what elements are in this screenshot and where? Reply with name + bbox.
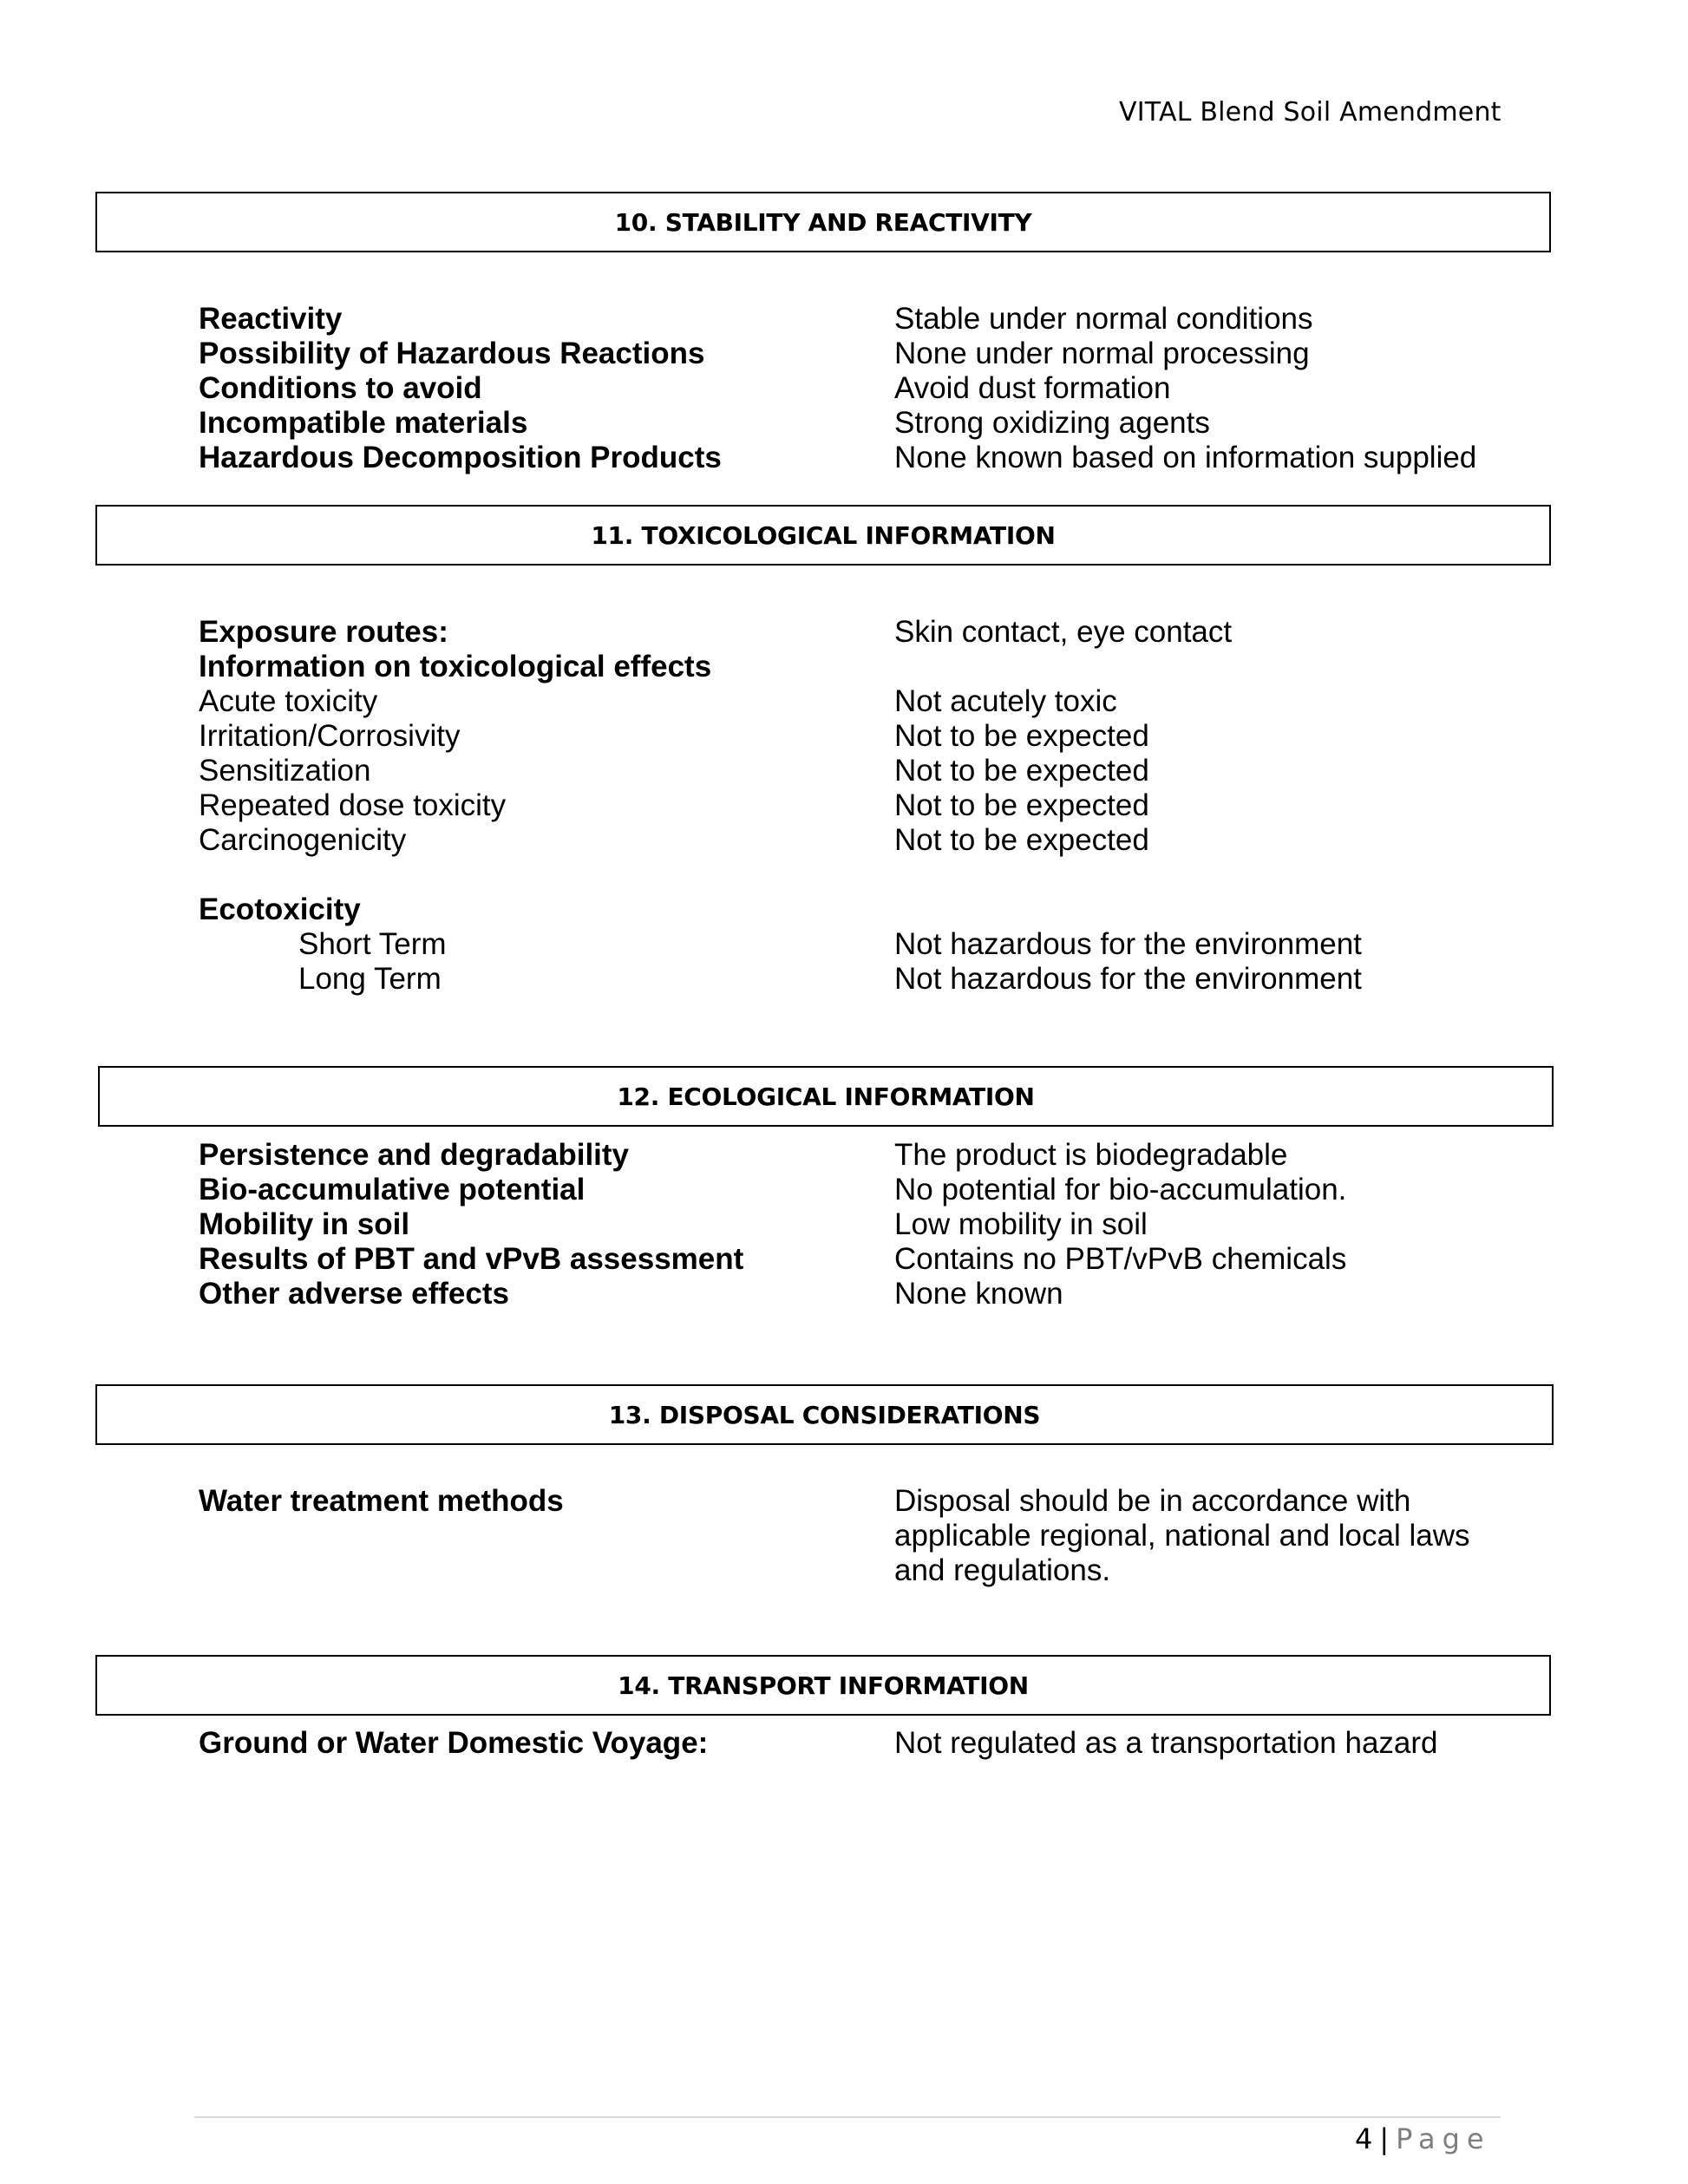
row-label: Irritation/Corrosivity <box>199 719 461 753</box>
toxicology-row <box>0 719 1688 754</box>
row-value: Low mobility in soil <box>894 1207 1148 1241</box>
row-label: Persistence and degradability <box>199 1138 630 1172</box>
ecological-row <box>0 1242 1688 1277</box>
stability-row <box>0 371 1688 406</box>
section-10-header <box>95 192 1551 252</box>
toxicology-row <box>0 823 1688 858</box>
row-label: Ground or Water Domestic Voyage: <box>199 1726 709 1760</box>
section-11-title: 11. TOXICOLOGICAL INFORMATION <box>591 520 1056 550</box>
toxicology-row <box>0 684 1688 719</box>
section-13-title: 13. DISPOSAL CONSIDERATIONS <box>608 1400 1041 1429</box>
row-label: Reactivity <box>199 302 343 336</box>
subheading: Ecotoxicity <box>199 893 361 926</box>
toxicology-row <box>0 754 1688 788</box>
ecological-row <box>0 1138 1688 1173</box>
row-label: Hazardous Decomposition Products <box>199 441 722 474</box>
row-label: Possibility of Hazardous Reactions <box>199 337 705 370</box>
ecotoxicity-heading <box>0 893 1688 927</box>
section-13-header <box>95 1384 1554 1445</box>
section-12-title: 12. ECOLOGICAL INFORMATION <box>617 1082 1035 1111</box>
page-footer <box>1355 2122 1491 2155</box>
row-label: Bio-accumulative potential <box>199 1173 586 1206</box>
section-10-title: 10. STABILITY AND REACTIVITY <box>614 207 1032 237</box>
row-label: Exposure routes: <box>199 615 448 649</box>
row-label: Carcinogenicity <box>199 823 407 857</box>
section-14-header <box>95 1655 1551 1716</box>
row-value: No potential for bio-accumulation. <box>894 1173 1347 1206</box>
row-label: Incompatible materials <box>199 406 528 440</box>
footer-divider <box>194 2116 1501 2118</box>
row-value: None known based on information supplied <box>894 441 1477 474</box>
subheading: Information on toxicological effects <box>199 650 712 683</box>
value-line: applicable regional, national and local laws <box>894 1519 1470 1553</box>
row-value: Skin contact, eye contact <box>894 615 1233 649</box>
row-value: Not to be expected <box>894 719 1149 753</box>
section-14-title: 14. TRANSPORT INFORMATION <box>618 1671 1029 1700</box>
disposal-value <box>894 1484 1519 1588</box>
row-label: Repeated dose toxicity <box>199 788 507 822</box>
toxicological-effects-heading <box>0 650 1688 684</box>
row-label: Short Term <box>298 927 447 961</box>
row-label: Conditions to avoid <box>199 371 482 405</box>
row-label: Mobility in soil <box>199 1207 410 1241</box>
row-value: Not regulated as a transportation hazard <box>894 1726 1438 1760</box>
row-value: Not hazardous for the environment <box>894 927 1362 961</box>
stability-row <box>0 337 1688 371</box>
row-value: None under normal processing <box>894 337 1310 370</box>
row-value: Contains no PBT/vPvB chemicals <box>894 1242 1347 1276</box>
document-title: VITAL Blend Soil Amendment <box>1119 97 1502 128</box>
section-11-header <box>95 505 1551 566</box>
row-value: Not hazardous for the environment <box>894 962 1362 996</box>
row-label: Water treatment methods <box>199 1484 564 1518</box>
exposure-row <box>0 615 1688 650</box>
page-separator: | <box>1379 2122 1390 2155</box>
toxicology-row <box>0 788 1688 823</box>
stability-row <box>0 441 1688 475</box>
stability-row <box>0 302 1688 337</box>
value-line: Disposal should be in accordance with <box>894 1484 1411 1518</box>
row-label: Results of PBT and vPvB assessment <box>199 1242 744 1276</box>
row-value: Strong oxidizing agents <box>894 406 1210 440</box>
row-label: Long Term <box>298 962 442 996</box>
page-number: 4 <box>1355 2122 1373 2155</box>
row-label: Acute toxicity <box>199 684 378 718</box>
page-label: Page <box>1396 2122 1491 2155</box>
row-value: The product is biodegradable <box>894 1138 1288 1172</box>
row-value: Not to be expected <box>894 788 1149 822</box>
ecotoxicity-row <box>0 927 1688 962</box>
ecological-row <box>0 1173 1688 1207</box>
row-value: Not acutely toxic <box>894 684 1117 718</box>
row-value: Stable under normal conditions <box>894 302 1313 336</box>
row-value: Avoid dust formation <box>894 371 1171 405</box>
row-value: Not to be expected <box>894 823 1149 857</box>
ecotoxicity-row <box>0 962 1688 997</box>
row-value: None known <box>894 1277 1063 1311</box>
row-label: Sensitization <box>199 754 371 788</box>
row-label: Other adverse effects <box>199 1277 509 1311</box>
section-12-header <box>98 1066 1554 1127</box>
transport-row <box>0 1726 1688 1761</box>
stability-row <box>0 406 1688 441</box>
ecological-row <box>0 1207 1688 1242</box>
value-line: and regulations. <box>894 1553 1111 1587</box>
row-value: Not to be expected <box>894 754 1149 788</box>
ecological-row <box>0 1277 1688 1311</box>
